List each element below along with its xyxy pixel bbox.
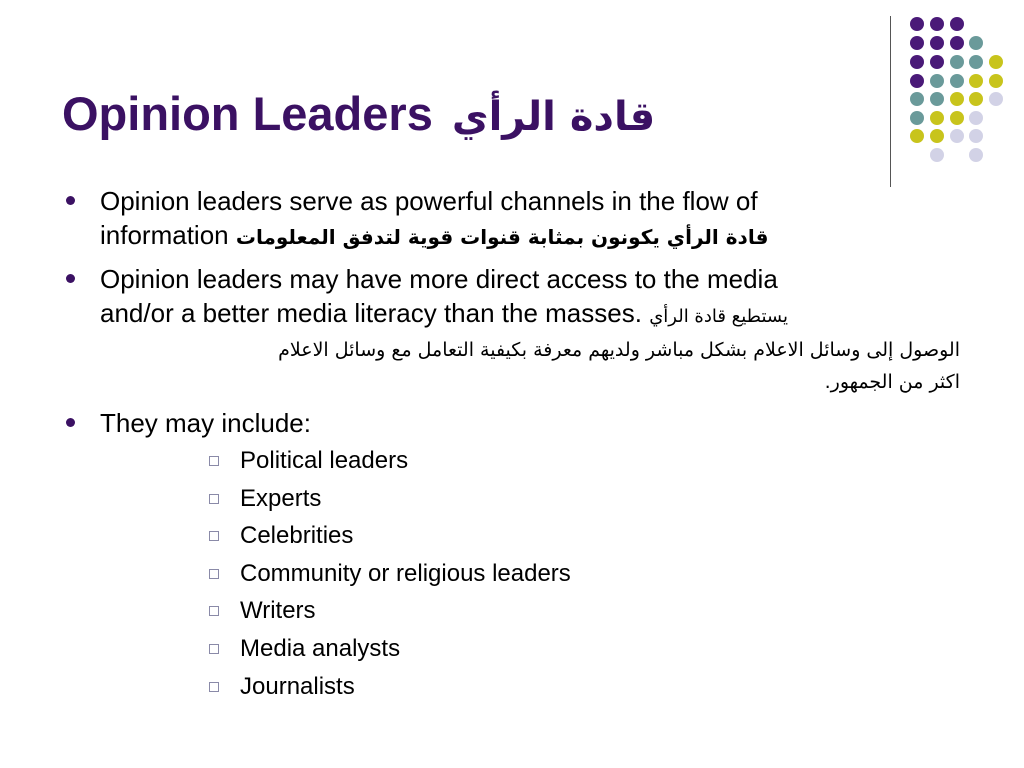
decor-dot xyxy=(910,111,924,125)
decor-dot xyxy=(969,129,983,143)
decor-dot xyxy=(950,17,964,31)
decor-dot xyxy=(930,55,944,69)
decor-dot xyxy=(950,36,964,50)
bullet-marker xyxy=(66,418,75,427)
sub-bullet-marker xyxy=(209,682,219,692)
decor-dot xyxy=(930,129,944,143)
decor-dot xyxy=(950,129,964,143)
slide-title xyxy=(62,88,655,140)
decorative-vertical-line xyxy=(890,16,891,187)
decor-dot xyxy=(910,17,924,31)
decor-dot xyxy=(910,92,924,106)
sub-item-media-analysts: Media analysts xyxy=(240,635,401,662)
bullet-1-english-line2: information xyxy=(100,220,229,250)
sub-item-writers: Writers xyxy=(240,597,316,624)
bullet-item-1 xyxy=(100,184,960,254)
decor-dot xyxy=(910,55,924,69)
decor-dot xyxy=(950,55,964,69)
sub-item-experts: Experts xyxy=(240,485,322,512)
bullet-1-arabic: قادة الرأي يكونون بمثابة قنوات قوية لتدفق المعلومات xyxy=(235,225,769,249)
decor-dot xyxy=(910,36,924,50)
decor-dot xyxy=(989,74,1003,88)
bullet-2-english-line1: Opinion leaders may have more direct access to the media xyxy=(100,264,778,294)
decor-dot xyxy=(969,36,983,50)
sub-item-celebrities: Celebrities xyxy=(240,522,354,549)
bullet-marker xyxy=(66,274,75,283)
decor-dot xyxy=(930,74,944,88)
bullet-1-english-line1: Opinion leaders serve as powerful channels in the flow of xyxy=(100,186,758,216)
decor-dot xyxy=(969,111,983,125)
decor-dot xyxy=(950,111,964,125)
sub-item-political-leaders: Political leaders xyxy=(240,447,409,474)
decor-dot xyxy=(969,55,983,69)
decor-dot xyxy=(950,74,964,88)
decor-dot xyxy=(969,148,983,162)
decor-dot xyxy=(989,92,1003,106)
decor-dot xyxy=(969,74,983,88)
title-english: Opinion Leaders xyxy=(62,87,433,140)
decor-dot xyxy=(989,55,1003,69)
sub-bullet-marker xyxy=(209,494,219,504)
bullet-2-arabic-line2: الوصول إلى وسائل الاعلام بشكل مباشر ولديهم معرفة بكيفية التعامل مع وسائل الاعلام xyxy=(278,339,960,361)
decor-dot xyxy=(950,92,964,106)
decor-dot xyxy=(910,129,924,143)
decor-dot xyxy=(930,17,944,31)
sub-bullet-marker xyxy=(209,606,219,616)
decor-dot xyxy=(910,74,924,88)
sub-bullet-marker xyxy=(209,456,219,466)
sub-item-community-leaders: Community or religious leaders xyxy=(240,560,571,587)
bullet-marker xyxy=(66,196,75,205)
sub-item-journalists: Journalists xyxy=(240,673,355,700)
decor-dot xyxy=(969,92,983,106)
bullet-2-arabic-line3: اكثر من الجمهور. xyxy=(824,371,960,393)
sub-bullet-marker xyxy=(209,569,219,579)
sub-bullet-marker xyxy=(209,644,219,654)
decor-dot xyxy=(930,111,944,125)
bullet-item-3 xyxy=(100,406,960,440)
title-arabic: قادة الرأي xyxy=(451,94,656,140)
decor-dot xyxy=(930,148,944,162)
bullet-3-english: They may include: xyxy=(100,408,311,438)
sub-bullet-marker xyxy=(209,531,219,541)
decor-dot xyxy=(930,92,944,106)
bullet-2-english-line2: and/or a better media literacy than the masses. xyxy=(100,298,642,328)
bullet-2-arabic-line1: يستطيع قادة الرأي xyxy=(649,306,788,327)
decor-dot xyxy=(930,36,944,50)
bullet-item-2 xyxy=(100,262,960,398)
